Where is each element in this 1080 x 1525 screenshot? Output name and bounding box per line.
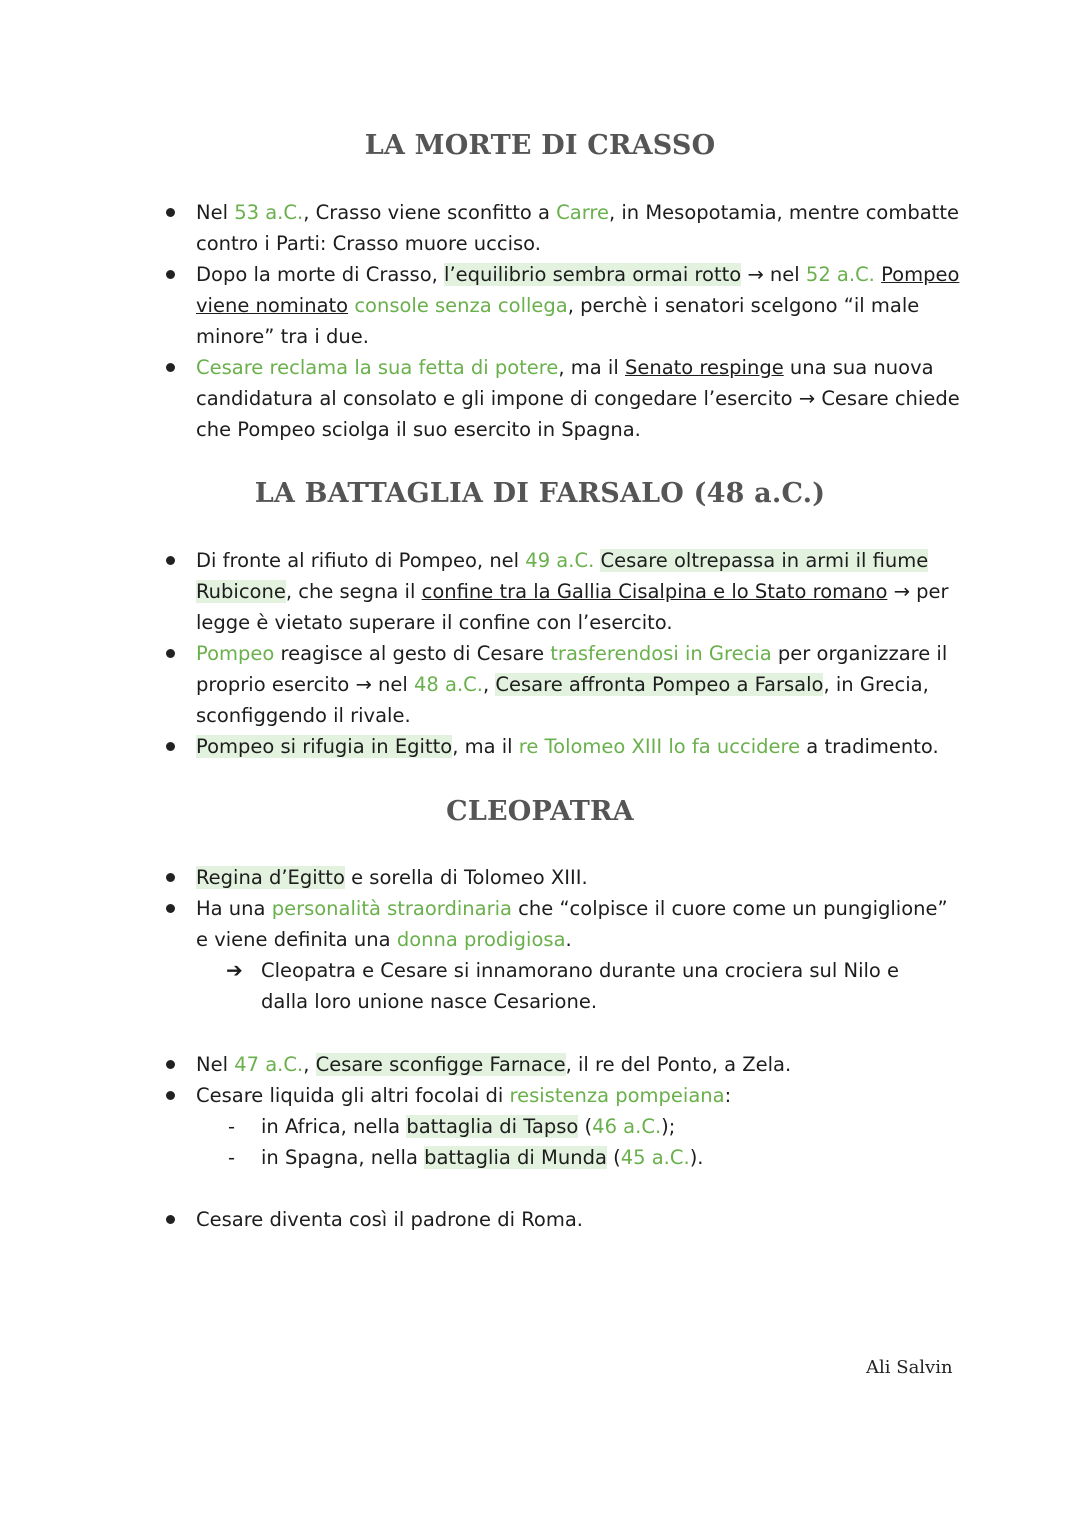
list-item: Di fronte al rifiuto di Pompeo, nel 49 a.C. Cesare oltrepassa in armi il fiume Rubicone, che segna il confine tra la Gallia Cisalpina e lo Stato romano → per legge è vietato superare il confine con l’esercito.: [0, 545, 1080, 638]
section-title-cleopatra: CLEOPATRA: [446, 796, 634, 827]
bullet-icon: [166, 1215, 175, 1224]
list-item: Regina d’Egitto e sorella di Tolomeo XIII.: [0, 862, 1080, 893]
bullet-icon: [166, 649, 175, 658]
list-conclusione: [0, 1204, 1080, 1235]
list-battaglia-farsalo: [0, 545, 1080, 762]
author-signature: Ali Salvin: [866, 1357, 953, 1378]
dash-icon: -: [228, 1115, 236, 1138]
list-item: Cesare diventa così il padrone di Roma.: [0, 1204, 1080, 1235]
sub-list-item: - in Spagna, nella battaglia di Munda (45 a.C.).: [0, 1142, 1080, 1173]
list-item: Ha una personalità straordinaria che “colpisce il cuore come un pungiglione” e viene definita una donna prodigiosa.: [0, 893, 1080, 955]
section-title-battaglia-farsalo: LA BATTAGLIA DI FARSALO (48 a.C.): [254, 478, 826, 509]
list-cesare-vittorie: [0, 1049, 1080, 1173]
list-item: Nel 53 a.C., Crasso viene sconfitto a Carre, in Mesopotamia, mentre combatte contro i Parti: Crasso muore ucciso.: [0, 197, 1080, 259]
bullet-icon: [166, 904, 175, 913]
list-item: Cesare reclama la sua fetta di potere, ma il Senato respinge una sua nuova candidatura al consolato e gli impone di congedare l’esercito → Cesare chiede che Pompeo sciolga il suo esercito in Spagna.: [0, 352, 1080, 445]
list-item: Pompeo reagisce al gesto di Cesare trasferendosi in Grecia per organizzare il proprio esercito → nel 48 a.C., Cesare affronta Pompeo a Farsalo, in Grecia, sconfiggendo il rivale.: [0, 638, 1080, 731]
bullet-icon: [166, 363, 175, 372]
arrow-right-icon: ➔: [226, 958, 243, 982]
bullet-icon: [166, 742, 175, 751]
bullet-icon: [166, 1091, 175, 1100]
bullet-icon: [166, 1060, 175, 1069]
sub-list-item: ➔ Cleopatra e Cesare si innamorano durante una crociera sul Nilo e dalla loro unione nasce Cesarione.: [0, 955, 1080, 1017]
list-item: Nel 47 a.C., Cesare sconfigge Farnace, il re del Ponto, a Zela.: [0, 1049, 1080, 1080]
dash-icon: -: [228, 1146, 236, 1169]
bullet-icon: [166, 556, 175, 565]
bullet-icon: [166, 873, 175, 882]
bullet-icon: [166, 208, 175, 217]
list-cleopatra: [0, 862, 1080, 1017]
list-item: Cesare liquida gli altri focolai di resistenza pompeiana:: [0, 1080, 1080, 1111]
bullet-icon: [166, 270, 175, 279]
section-title-morte-crasso: LA MORTE DI CRASSO: [364, 130, 716, 161]
list-item: Dopo la morte di Crasso, l’equilibrio sembra ormai rotto → nel 52 a.C. Pompeo viene nominato console senza collega, perchè i senatori scelgono “il male minore” tra i due.: [0, 259, 1080, 352]
list-item: Pompeo si rifugia in Egitto, ma il re Tolomeo XIII lo fa uccidere a tradimento.: [0, 731, 1080, 762]
sub-list-item: - in Africa, nella battaglia di Tapso (46 a.C.);: [0, 1111, 1080, 1142]
list-morte-crasso: [0, 197, 1080, 445]
